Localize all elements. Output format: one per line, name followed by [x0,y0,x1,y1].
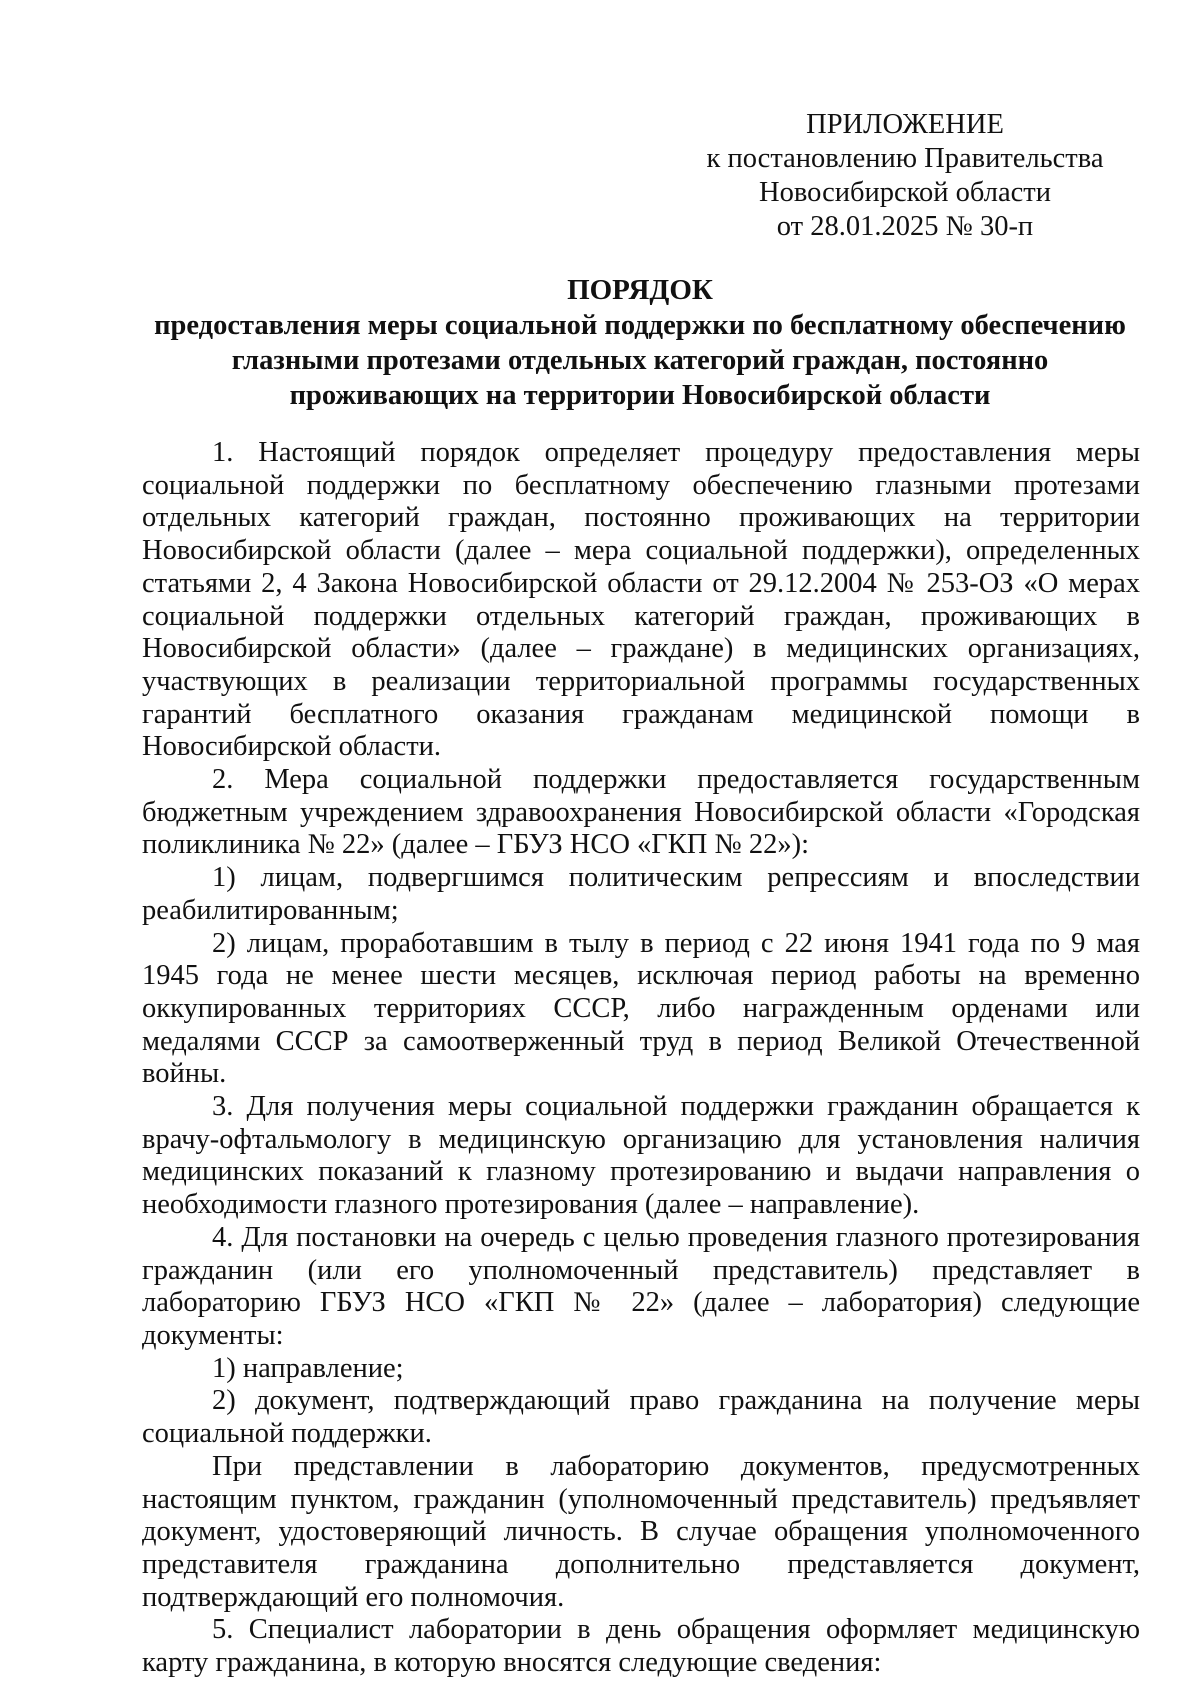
document-subtitle-line-2: глазными протезами отдельных категорий граждан, постоянно [231,345,1049,376]
paragraph-3: 3. Для получения меры социальной поддержки гражданин обращается к врачу-офтальмологу в медицинскую организацию для установления наличия медицинских показаний к глазному протезированию и выдачи направления о необходимости глазного протезирования (далее – направление). [142,1091,1140,1221]
paragraph-2-item-1: 1) лицам, подвергшимся политическим репрессиям и впоследствии реабилитированным; [142,862,1140,926]
document-title: ПОРЯДОК [567,274,713,306]
paragraph-4-item-2: 2) документ, подтверждающий право гражданина на получение меры социальной поддержки. [142,1385,1140,1450]
paragraph-5: 5. Специалист лаборатории в день обращения оформляет медицинскую карту гражданина, в которую вносятся следующие сведения: [142,1614,1140,1679]
appendix-region-line: Новосибирской области [759,177,1051,208]
document-title-block [140,272,1140,413]
appendix-header [690,108,1120,244]
appendix-resolution-line: к постановлению Правительства [706,143,1104,174]
paragraph-4-item-1: 1) направление; [212,1352,404,1384]
paragraph-2-item-2: 2) лицам, проработавшим в тылу в период с 22 июня 1941 года по 9 мая 1945 года не менее шести месяцев, исключая период работы на временно оккупированных территориях СССР, либо награжденным орденами или медалями СССР за самоотверженный труд в период Великой Отечественной войны. [142,927,1140,1090]
paragraph-2: 2. Мера социальной поддержки предоставляется государственным бюджетным учреждением здравоохранения Новосибирской области «Городская поликлиника № 22» (далее – ГБУЗ НСО «ГКП № 22»): [142,764,1140,861]
document-subtitle-line-1: предоставления меры социальной поддержки по бесплатному обеспечению [154,310,1126,341]
paragraph-4-note: При представлении в лабораторию документов, предусмотренных настоящим пунктом, гражданин (уполномоченный представитель) предъявляет документ, удостоверяющий личность. В случае обращения уполномоченного представителя гражданина дополнительно представляется документ, подтверждающий его полномочия. [142,1450,1140,1613]
appendix-date-number: от 28.01.2025 № 30-п [776,211,1034,242]
document-body [142,437,1140,1680]
appendix-label: ПРИЛОЖЕНИЕ [806,109,1004,140]
document-subtitle-line-3: проживающих на территории Новосибирской области [289,380,991,411]
paragraph-1: 1. Настоящий порядок определяет процедуру предоставления меры социальной поддержки по бесплатному обеспечению глазными протезами отдельных категорий граждан, постоянно проживающих на территории Новосибирской области (далее – мера социальной поддержки), определенных статьями 2, 4 Закона Новосибирской области от 29.12.2004 № 253-ОЗ «О мерах социальной поддержки отдельных категорий граждан, проживающих в Новосибирской области» (далее – граждане) в медицинских организациях, участвующих в реализации территориальной программы государственных гарантий бесплатного оказания гражданам медицинской помощи в Новосибирской области. [142,437,1140,763]
paragraph-4: 4. Для постановки на очередь с целью проведения глазного протезирования гражданин (или его уполномоченный представитель) представляет в лабораторию ГБУЗ НСО «ГКП № 22» (далее – лаборатория) следующие документы: [142,1221,1140,1351]
